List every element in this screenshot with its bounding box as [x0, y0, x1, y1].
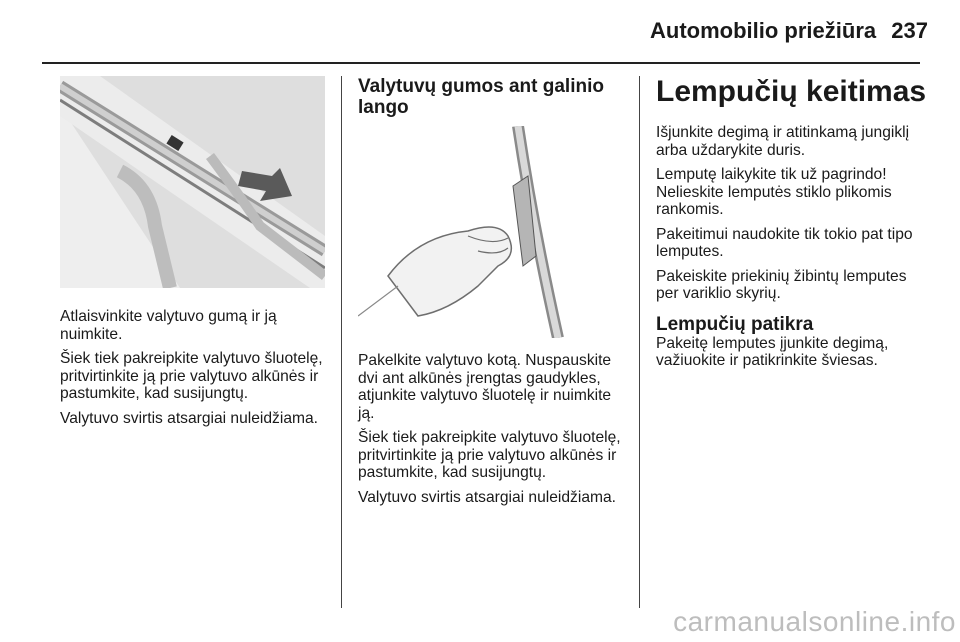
page-number: 237 — [891, 18, 928, 43]
wiper-blade-illustration-icon — [60, 76, 325, 288]
instruction-paragraph: Šiek tiek pakreipkite valytuvo šluotelę, pritvirtinkite ją prie valytuvo alkūnės ir pastumkite, kad susijungtų. — [358, 429, 621, 481]
column-divider-2 — [639, 76, 640, 608]
instruction-paragraph: Pakeitimui naudokite tik tokio pat tipo lemputes. — [656, 225, 913, 260]
watermark: carmanualsonline.info — [673, 606, 956, 637]
column-3 — [656, 75, 927, 377]
column-2 — [358, 76, 623, 513]
column-1 — [60, 76, 325, 434]
instruction-paragraph: Išjunkite degimą ir atitinkamą jungiklį arba uždarykite duris. — [656, 124, 910, 159]
instruction-paragraph: Pakeiskite priekinių žibintų lemputes per variklio skyrių. — [656, 267, 907, 302]
section-title: Lempučių keitimas — [656, 75, 927, 108]
instruction-paragraph: Pakelkite valytuvo kotą. Nuspauskite dvi ant alkūnės įrengtas gaudykles, atjunkite valytuvo šluotelę ir nuimkite ją. — [358, 352, 612, 422]
subsection-heading: Lempučių patikra — [656, 313, 814, 335]
instruction-paragraph: Valytuvo svirtis atsargiai nuleidžiama. — [60, 409, 318, 427]
header-divider — [42, 62, 920, 64]
rear-wiper-hand-illustration-icon — [358, 126, 623, 338]
instruction-paragraph: Lemputę laikykite tik už pagrindo! Nelieskite lemputės stiklo plikomis rankomis. — [656, 166, 892, 218]
column-divider-1 — [341, 76, 342, 608]
page-header-title: Automobilio priežiūra — [650, 18, 877, 43]
instruction-paragraph: Atlaisvinkite valytuvo gumą ir ją nuimkite. — [60, 308, 277, 343]
instruction-paragraph: Pakeitę lemputes įjunkite degimą, važiuokite ir patikrinkite šviesas. — [656, 334, 889, 369]
instruction-paragraph: Šiek tiek pakreipkite valytuvo šluotelę, pritvirtinkite ją prie valytuvo alkūnės ir pastumkite, kad susijungtų. — [60, 350, 323, 402]
section-heading: Valytuvų gumos ant galinio lango — [358, 76, 604, 118]
instruction-paragraph: Valytuvo svirtis atsargiai nuleidžiama. — [358, 488, 616, 506]
